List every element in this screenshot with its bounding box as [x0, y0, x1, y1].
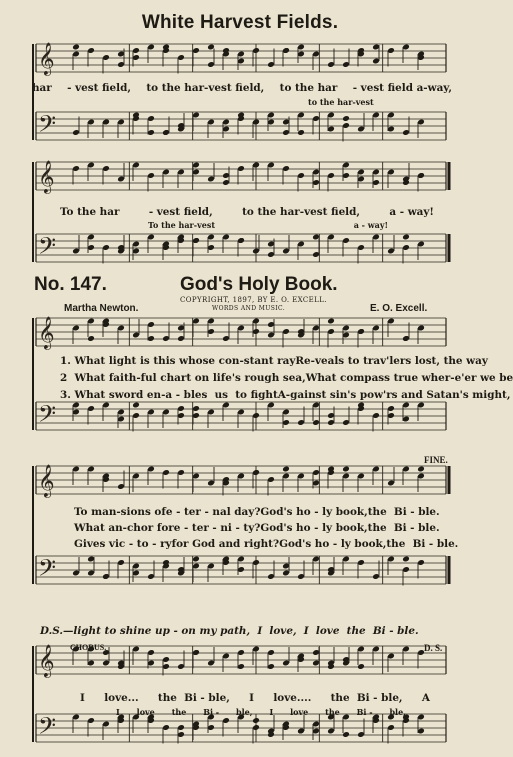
chorus-bass-lyric-line: I love the Bi - ble, I love the Bi - ble,	[116, 707, 406, 717]
top-hymn-title: White Harvest Fields.	[141, 12, 339, 33]
ds-marking: D. S.	[424, 643, 443, 653]
note-head	[192, 556, 200, 563]
bass-clef: 𝄢	[38, 110, 57, 143]
chorus-lyric-line: I love... the Bi - ble, I love.... the Bi - ble, A	[80, 692, 430, 704]
note-head	[342, 115, 350, 122]
ds-lyric-line: D.S.—light to shine up - on my path, I love, I love the Bi - ble.	[40, 625, 419, 637]
lyric-line-top-1-bass: to the har-vest	[308, 97, 374, 107]
verse-line-1a: 1. What light is this whose con-stant ray Re-veals to trav'lers lost, the way	[60, 355, 488, 367]
hymn-number: No. 147.	[34, 274, 107, 295]
verse-line-2a: 2 What faith-ful chart on life's rough sea, What compass true wher-e'er we be	[60, 372, 513, 384]
bass-clef: 𝄢	[38, 400, 57, 433]
bass-clef: 𝄢	[38, 554, 57, 587]
author-credit: Martha Newton.	[64, 303, 139, 314]
note-head	[327, 318, 335, 325]
note-head	[402, 556, 410, 563]
fine-marking: FINE.	[424, 455, 448, 465]
note-head	[342, 466, 350, 473]
verse-line-2b: What an-chor for e - ter - ni - ty? God's ho - ly book, the Bi - ble.	[74, 522, 440, 534]
treble-clef: 𝄞	[38, 644, 55, 677]
bass-clef: 𝄢	[38, 232, 57, 265]
lyric-line-top-2-alt: To the har-vest a - way!	[148, 220, 388, 230]
treble-clef: 𝄞	[38, 42, 55, 75]
lyric-line-top-1: har - vest field, to the har-vest field, to the har - vest field a-way,	[32, 82, 452, 94]
note-head	[282, 466, 290, 473]
lyric-line-top-2: To the har - vest field, to the har-vest field, a - way!	[60, 206, 434, 218]
composer-credit: E. O. Excell.	[370, 303, 428, 314]
bass-clef: 𝄢	[38, 712, 57, 745]
copyright-line: COPYRIGHT, 1897, BY E. O. EXCELL.	[180, 296, 327, 304]
hymn-title: God's Holy Book.	[180, 274, 338, 295]
verse-line-3a: 3. What sword en-a - bles us to fight A-gainst sin's pow'rs and Satan's might,	[60, 389, 511, 401]
note-head	[252, 717, 260, 724]
note-head	[72, 44, 80, 51]
verse-line-3b: Gives vic - to - ry for God and right? God's ho - ly book, the Bi - ble.	[74, 538, 459, 550]
verse-line-1b: To man-sions of e - ter - nal day? God's ho - ly book, the Bi - ble.	[74, 506, 440, 518]
treble-clef: 𝄞	[38, 316, 55, 349]
note-head	[132, 402, 140, 409]
chorus-label: CHORUS.	[70, 643, 107, 652]
note-head	[402, 234, 410, 241]
note-head	[417, 466, 425, 473]
treble-clef: 𝄞	[38, 464, 55, 497]
words-music-line: WORDS AND MUSIC.	[212, 305, 286, 312]
treble-clef: 𝄞	[38, 160, 55, 193]
